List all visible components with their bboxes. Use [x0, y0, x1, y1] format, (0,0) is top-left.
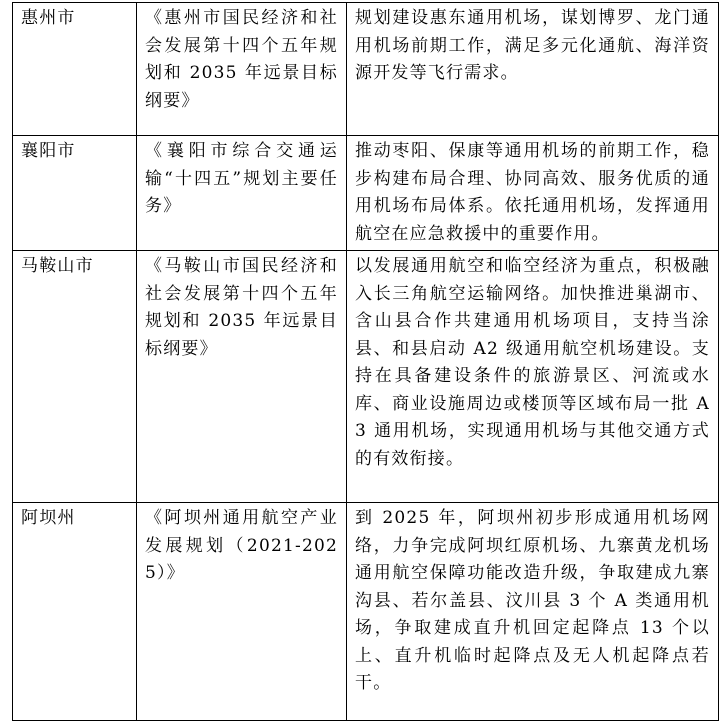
- table-row: [13, 3, 719, 136]
- plan-content-cell: 规划建设惠东通用机场，谋划博罗、龙门通用机场前期工作，满足多元化通航、海洋资源开发等飞行需求。: [347, 3, 719, 136]
- table-row: [13, 251, 719, 503]
- table-row: [13, 136, 719, 251]
- city-cell: 襄阳市: [13, 136, 137, 251]
- plan-content-cell: 推动枣阳、保康等通用机场的前期工作，稳步构建布局合理、协同高效、服务优质的通用机场布局体系。依托通用机场，发挥通用航空在应急救援中的重要作用。: [347, 136, 719, 251]
- city-cell: 马鞍山市: [13, 251, 137, 503]
- document-title-cell: 《惠州市国民经济和社会发展第十四个五年规划和 2035 年远景目标纲要》: [137, 3, 347, 136]
- plan-content-cell: 到 2025 年，阿坝州初步形成通用机场网络，力争完成阿坝红原机场、九寨黄龙机场通用航空保障功能改造升级，争取建成九寨沟县、若尔盖县、汶川县 3 个 A 类通用机场，争取建成直升机回定起降点 13 个以上、直升机临时起降点及无人机起降点若干。: [347, 503, 719, 721]
- table-row: [13, 503, 719, 721]
- document-title-cell: 《阿坝州通用航空产业发展规划（2021-2025）》: [137, 503, 347, 721]
- planning-table: [12, 2, 719, 721]
- plan-content-cell: 以发展通用航空和临空经济为重点，积极融入长三角航空运输网络。加快推进巢湖市、含山县合作共建通用机场项目，支持当涂县、和县启动 A2 级通用航空机场建设。支持在具备建设条件的旅游景区、河流或水库、商业设施周边或楼顶等区域布局一批 A3 通用机场，实现通用机场与其他交通方式的有效衔接。: [347, 251, 719, 503]
- document-title-cell: 《襄阳市综合交通运输“十四五”规划主要任务》: [137, 136, 347, 251]
- city-cell: 惠州市: [13, 3, 137, 136]
- document-title-cell: 《马鞍山市国民经济和社会发展第十四个五年规划和 2035 年远景目标纲要》: [137, 251, 347, 503]
- city-cell: 阿坝州: [13, 503, 137, 721]
